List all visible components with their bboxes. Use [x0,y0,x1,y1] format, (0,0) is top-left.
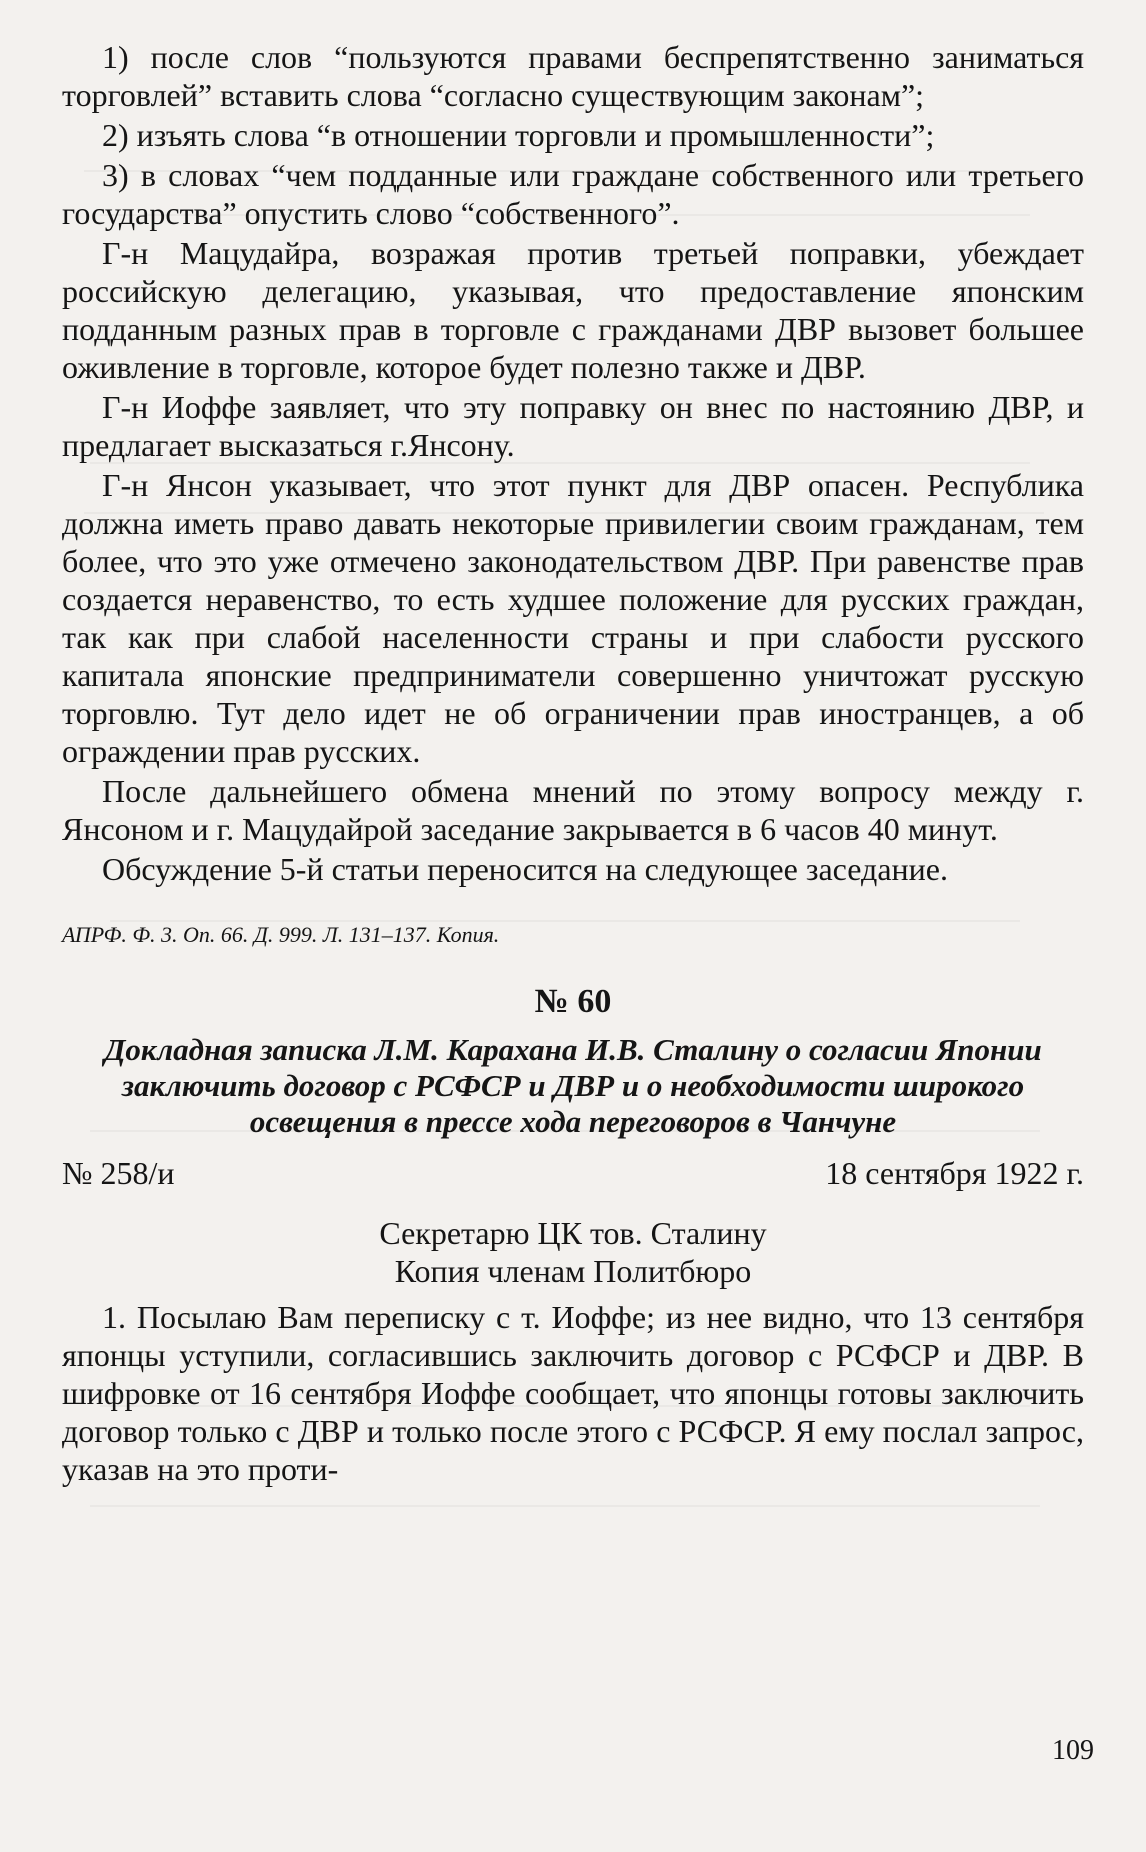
addressee-block [62,1214,1084,1290]
paragraph-next-session-note: Обсуждение 5-й статьи переносится на следующее заседание. [102,851,948,887]
paragraph-matsudaira-objection: Г-н Мацудайра, возражая против третьей поправки, убеждает российскую делегацию, указывая, что предоставление японским подданным разных прав в торговле с гражданами ДВР вызовет большее оживление в торговле, которое будет полезно также и ДВР. [62,235,1084,385]
paragraph-amendment-3: 3) в словах “чем подданные или граждане собственного или третьего государства” опустить слово “собственного”. [62,157,1084,231]
archive-source-note: АПРФ. Ф. 3. Оп. 66. Д. 999. Л. 131–137. Копия. [62,922,500,947]
document-page [62,38,1084,1818]
body-paragraph-1: 1. Посылаю Вам переписку с т. Иоффе; из нее видно, что 13 сентября японцы уступили, согласившись заключить договор с РСФСР и ДВР. В шифровке от 16 сентября Иоффе сообщает, что японцы готовы заключить договор только с ДВР и только после этого с РСФСР. Я ему послал запрос, указав на это проти- [62,1299,1084,1487]
paragraph-amendment-2: 2) изъять слова “в отношении торговли и промышленности”; [102,117,935,153]
addressee-line-copy: Копия членам Политбюро [394,1253,752,1289]
document-number: № 60 [534,983,612,1020]
addressee-line-primary: Секретарю ЦК тов. Сталину [379,1215,767,1251]
paragraph-yanson-position: Г-н Янсон указывает, что этот пункт для ДВР опасен. Республика должна иметь право давать некоторые привилегии своим гражданам, тем более, что это уже отмечено законодательством ДВР. При равенстве прав создается неравенство, то есть худшее положение для русских граждан, так как при слабой населенности страны и при слабости русского капитала японские предприниматели совершенно уничтожат русскую торговлю. Тут дело идет не об ограничении прав иностранцев, а об ограждении прав русских. [62,467,1084,769]
paragraph-meeting-closure: После дальнейшего обмена мнений по этому вопросу между г. Янсоном и г. Мацудайрой заседание закрывается в 6 часов 40 минут. [62,773,1084,847]
registry-number: № 258/и [62,1155,175,1191]
document-date: 18 сентября 1922 г. [825,1155,1084,1191]
paragraph-amendment-1: 1) после слов “пользуются правами беспрепятственно заниматься торговлей” вставить слова “согласно существующим законам”; [62,39,1084,113]
paragraph-ioffe-statement: Г-н Иоффе заявляет, что эту поправку он внес по настоянию ДВР, и предлагает высказаться г.Янсону. [62,389,1084,463]
page-number: 109 [1052,1735,1094,1766]
document-title: Докладная записка Л.М. Карахана И.В. Сталину о согласии Японии заключить договор с РСФСР и ДВР и о необходимости широкого освещения в прессе хода переговоров в Чанчуне [104,1032,1042,1139]
document-meta-row [62,1154,1084,1192]
